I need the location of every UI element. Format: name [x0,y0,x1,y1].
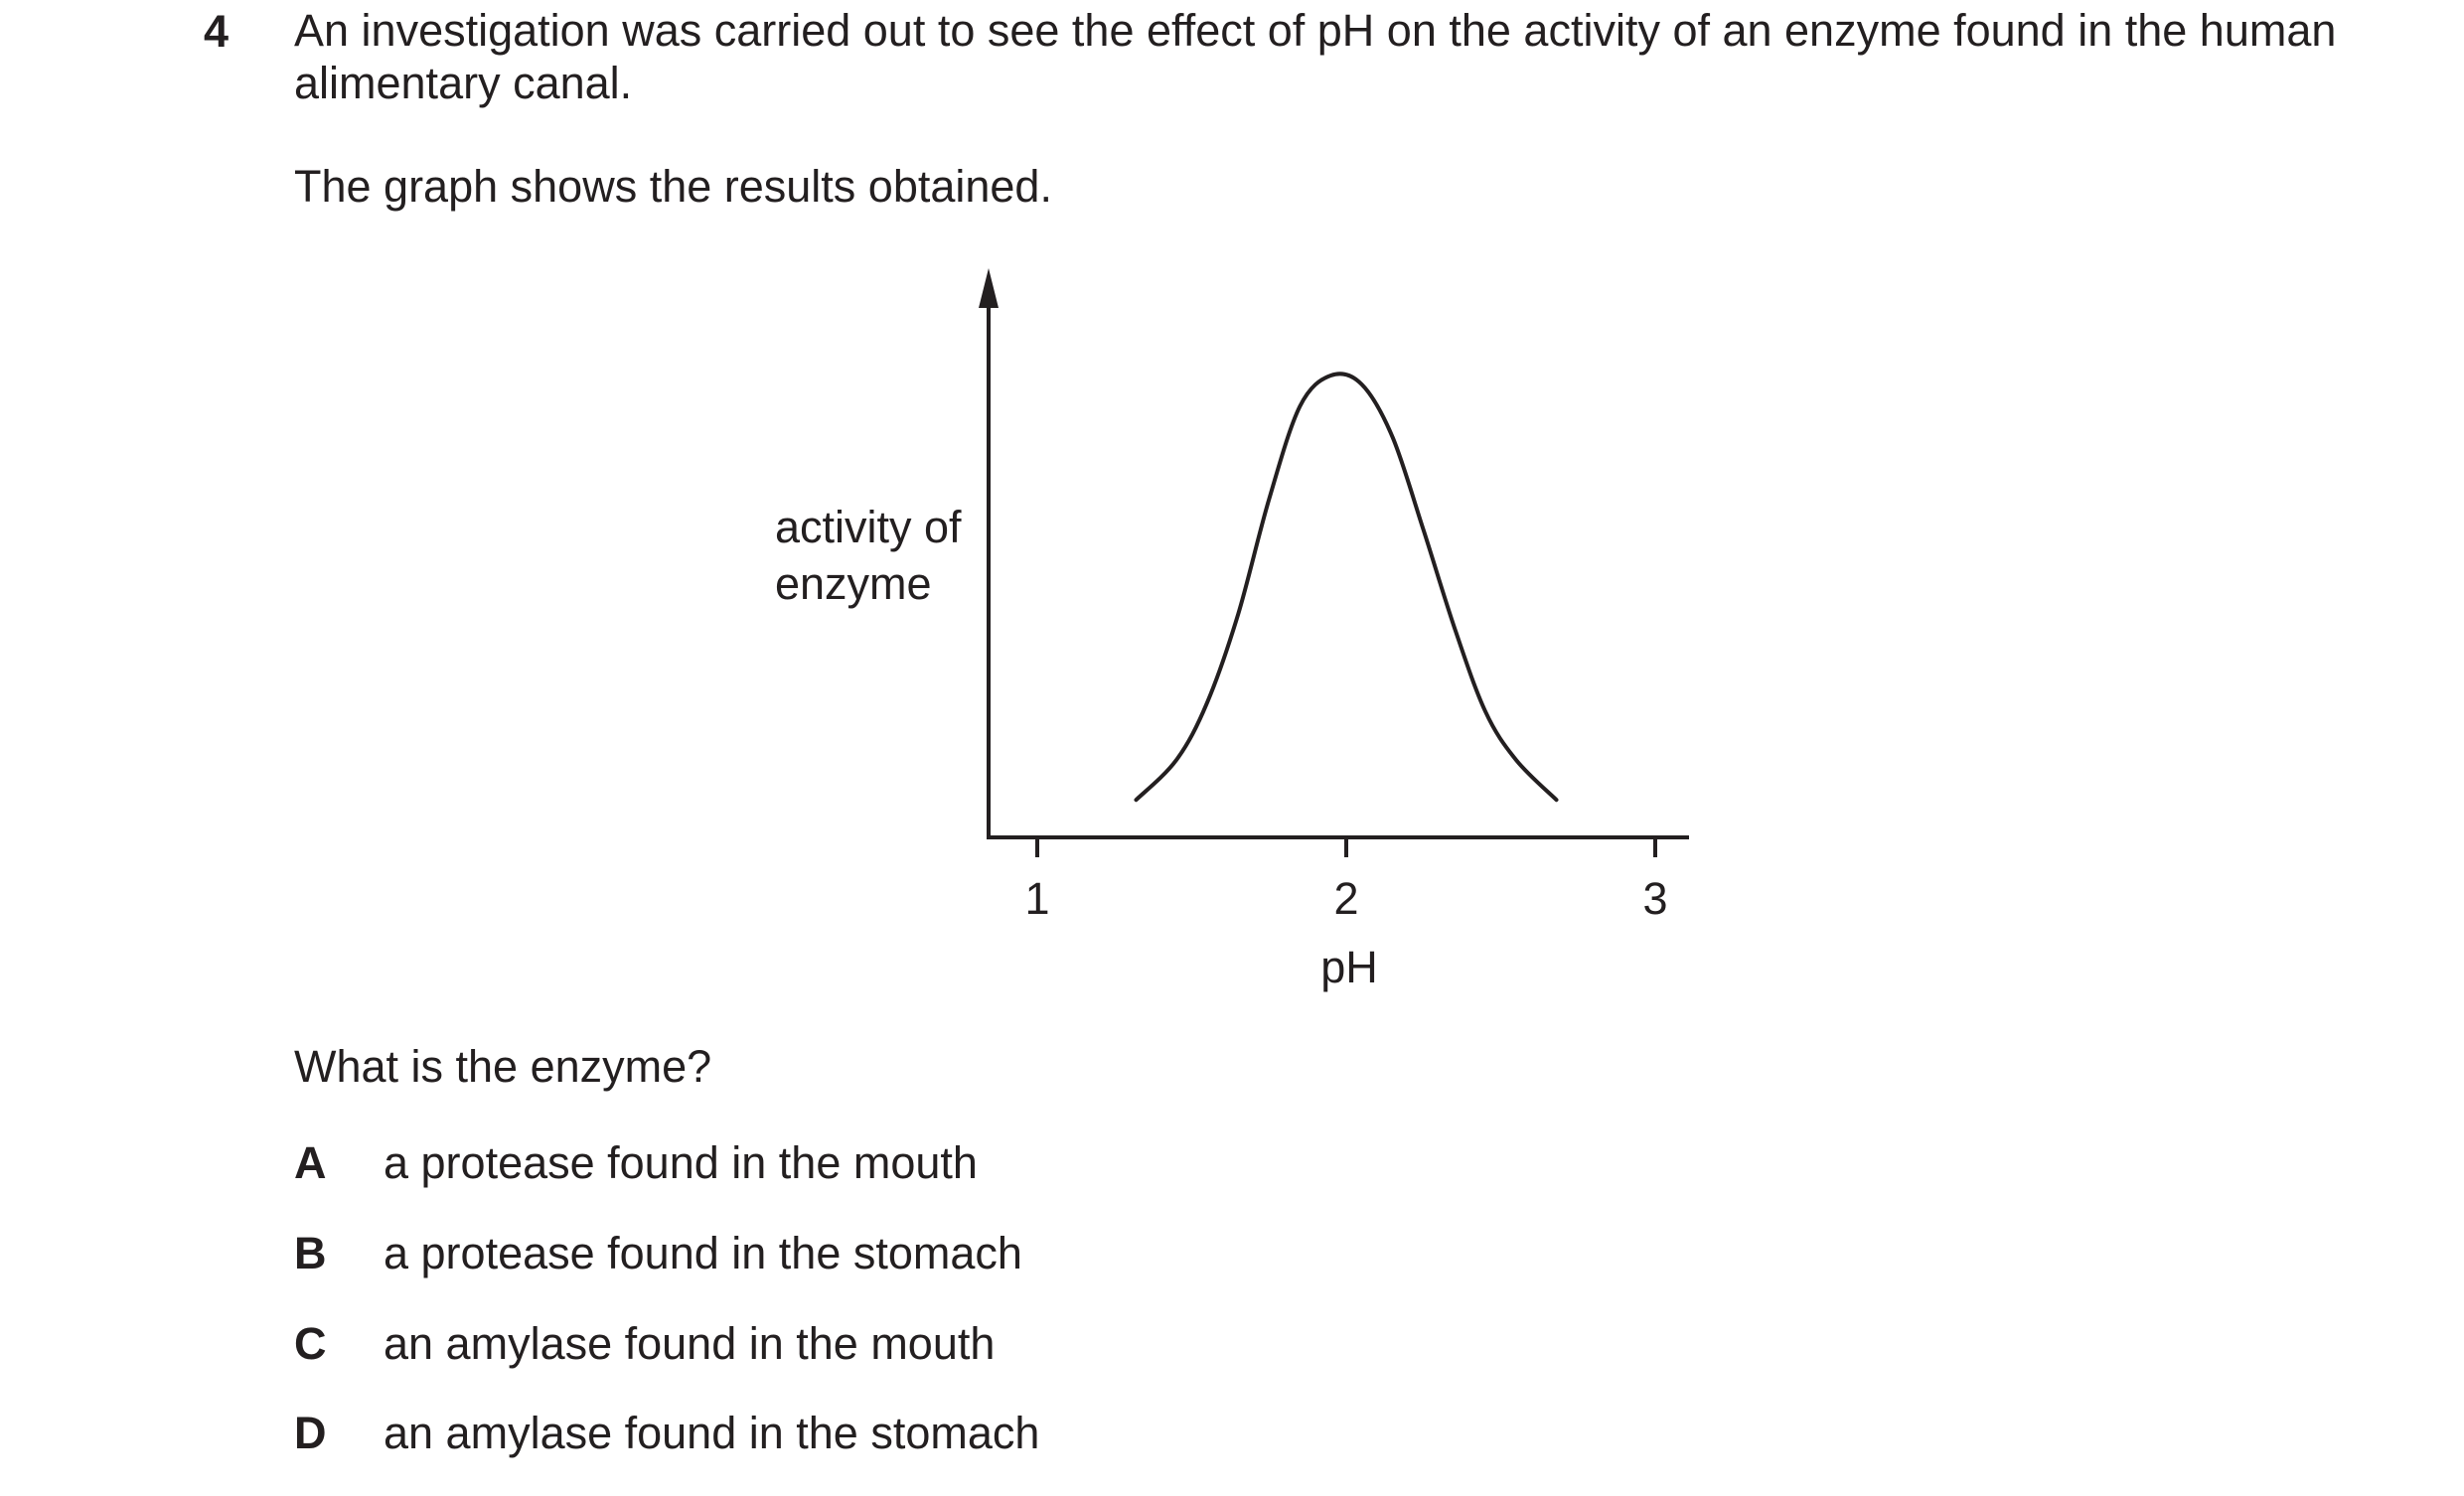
x-tick-label: 3 [1642,873,1668,924]
y-axis-label-line: activity of [775,502,962,552]
option-a-text: a protease found in the mouth [384,1137,978,1188]
option-b-letter: B [294,1228,327,1278]
x-tick-label: 2 [1333,873,1359,924]
activity-curve [1137,374,1557,800]
option-c-text: an amylase found in the mouth [384,1318,996,1369]
graph-intro: The graph shows the results obtained. [294,161,1052,212]
question-prompt: What is the enzyme? [294,1041,712,1092]
option-d-letter: D [294,1408,327,1458]
option-b-text: a protease found in the stomach [384,1228,1022,1278]
option-a-letter: A [294,1137,327,1188]
y-axis-arrowhead [979,268,999,308]
option-d-text: an amylase found in the stomach [384,1408,1040,1458]
option-c-letter: C [294,1318,327,1369]
y-axis-label-line: enzyme [775,558,932,609]
question-stem: An investigation was carried out to see the effect of pH on the activity of an enzyme found in the human alimentary canal. [294,5,2337,108]
x-tick-label: 1 [1024,873,1050,924]
x-axis-label: pH [1320,942,1378,992]
question-number: 4 [204,6,230,57]
